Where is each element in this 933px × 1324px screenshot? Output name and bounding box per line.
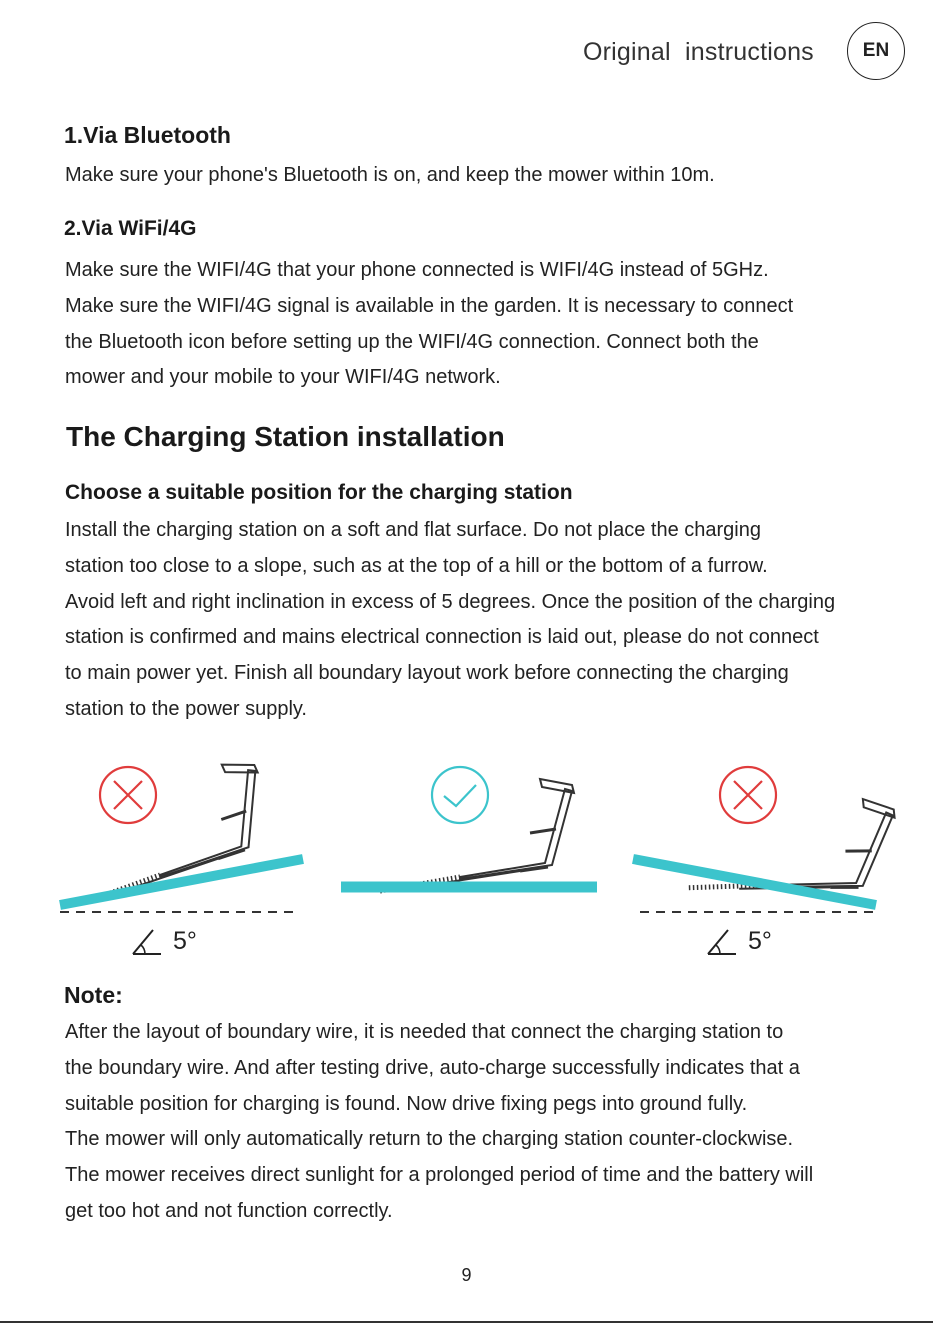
paragraph-line: station too close to a slope, such as at the top of a hill or the bottom of a furrow. — [65, 554, 768, 577]
left-angle-label — [131, 927, 197, 956]
note-heading: Note: — [64, 982, 123, 1008]
page-number: 9 — [461, 1265, 472, 1285]
paragraph-line: The mower will only automatically return to the charging station counter-clockwise. — [65, 1128, 794, 1151]
slope-illustration — [0, 755, 933, 970]
paragraph-line: Install the charging station on a soft and flat surface. Do not place the charging — [65, 519, 761, 541]
paragraph-line: Make sure the WIFI/4G signal is available in the garden. It is necessary to connect — [65, 294, 794, 317]
language-badge: EN — [847, 22, 905, 80]
bluetooth-paragraph — [65, 158, 885, 194]
charging-subheading: Choose a suitable position for the charging station — [65, 481, 573, 504]
angle-icon — [706, 928, 738, 956]
sloped-ground — [633, 859, 876, 905]
check-icon — [432, 767, 488, 823]
paragraph-line: After the layout of boundary wire, it is needed that connect the charging station to — [65, 1021, 784, 1043]
bluetooth-heading: 1.Via Bluetooth — [64, 122, 231, 148]
paragraph-line: station is confirmed and mains electrical connection is laid out, please do not connect — [65, 626, 819, 649]
note-paragraph — [65, 1015, 885, 1230]
cross-mark — [734, 781, 762, 809]
paragraph-line: Avoid left and right inclination in excess of 5 degrees. Once the position of the charging — [65, 590, 836, 613]
charging-title: The Charging Station installation — [66, 421, 505, 452]
right-wrong-example — [633, 767, 897, 915]
paragraph-line: get too hot and not function correctly. — [65, 1199, 393, 1222]
paragraph-line: The mower receives direct sunlight for a prolonged period of time and the battery will — [65, 1164, 814, 1187]
bottom-divider — [0, 1321, 933, 1323]
angle-value: 5° — [173, 927, 197, 955]
wifi-heading: 2.Via WiFi/4G — [64, 217, 197, 240]
sloped-ground — [60, 859, 303, 905]
angle-icon — [131, 928, 163, 956]
middle-correct-example — [341, 767, 597, 891]
paragraph-line: mower and your mobile to your WIFI/4G network. — [65, 366, 501, 389]
right-angle-label — [706, 927, 772, 956]
cross-mark — [114, 781, 142, 809]
angle-value: 5° — [748, 927, 772, 955]
paragraph-line: Make sure the WIFI/4G that your phone connected is WIFI/4G instead of 5GHz. — [65, 259, 769, 281]
paragraph-line: to main power yet. Finish all boundary layout work before connecting the charging — [65, 662, 789, 685]
header-title: Original instructions — [583, 38, 814, 66]
paragraph-line: the Bluetooth icon before setting up the WIFI/4G connection. Connect both the — [65, 330, 759, 353]
charging-paragraph — [65, 513, 885, 728]
paragraph-line: the boundary wire. And after testing drive, auto-charge successfully indicates that a — [65, 1056, 800, 1079]
check-mark — [444, 785, 476, 806]
wifi-paragraph — [65, 253, 885, 396]
paragraph-line: Make sure your phone's Bluetooth is on, and keep the mower within 10m. — [65, 164, 715, 186]
paragraph-line: suitable position for charging is found. Now drive fixing pegs into ground fully. — [65, 1092, 748, 1115]
left-wrong-example — [60, 759, 303, 912]
paragraph-line: station to the power supply. — [65, 697, 307, 720]
